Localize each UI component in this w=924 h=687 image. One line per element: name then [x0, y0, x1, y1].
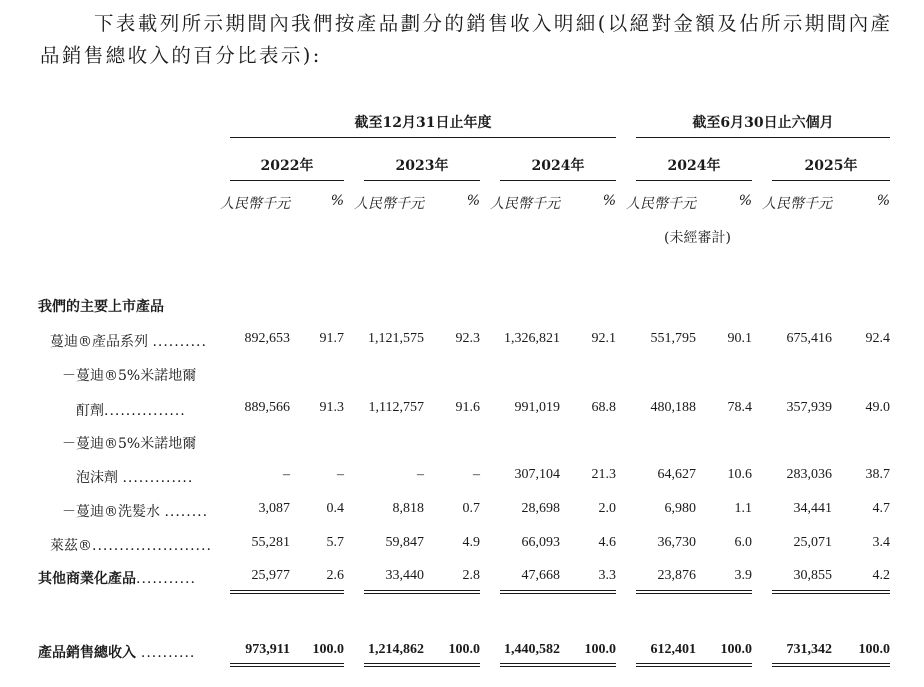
cell-value: 551,795	[650, 331, 696, 346]
cell-pct: 10.6	[727, 467, 752, 482]
cell-value: 23,876	[657, 568, 696, 583]
cell-pct: 4.9	[462, 535, 480, 550]
period-year-rule	[230, 137, 616, 138]
cell-value: 1,112,757	[368, 400, 424, 415]
cell-pct: 2.0	[598, 501, 616, 516]
row-leader-dots: ...............	[104, 403, 186, 419]
row-label	[50, 535, 212, 555]
unit-pct-2025-h1: %	[876, 193, 890, 209]
cell-value: 8,818	[392, 501, 424, 516]
period-header-year: 截至12月31日止年度	[354, 115, 492, 131]
cell-pct: 38.7	[865, 467, 890, 482]
cell-value: 55,281	[251, 535, 290, 550]
cell-value: 892,653	[244, 331, 290, 346]
cell-pct: 91.6	[455, 400, 480, 415]
year-rule-2023	[364, 180, 480, 181]
cell-value: 36,730	[657, 535, 696, 550]
cell-value: 889,566	[244, 400, 290, 415]
cell-value: 30,855	[793, 568, 832, 583]
cell-pct: 4.2	[872, 568, 890, 583]
unit-rmb-2023: 人民幣千元	[354, 196, 424, 212]
cell-value: –	[417, 467, 424, 482]
cell-pct: 3.4	[872, 535, 890, 550]
total-label-text: 產品銷售總收入	[38, 645, 136, 661]
cell-value: 357,939	[786, 400, 832, 415]
unit-rmb-2024-h1: 人民幣千元	[626, 196, 696, 212]
cell-pct: 4.7	[872, 501, 890, 516]
intro-paragraph: 下表載列所示期間內我們按產品劃分的銷售收入明細(以絕對金額及佔所示期間內產品銷售總收入的百分比表示):	[40, 12, 893, 67]
row-label	[38, 568, 196, 588]
total-double-rule	[636, 663, 752, 667]
row-label-text: －蔓迪®5%米諾地爾	[62, 368, 197, 384]
cell-value: 28,698	[521, 501, 560, 516]
section-title: 我們的主要上市產品	[38, 299, 164, 315]
row-leader-dots: ...........	[136, 571, 196, 587]
cell-pct: 1.1	[734, 501, 752, 516]
row-leader-dots: ........	[164, 504, 209, 520]
row-label	[62, 433, 196, 453]
cell-pct: 21.3	[591, 467, 616, 482]
cell-value: –	[283, 467, 290, 482]
total-double-rule	[772, 663, 890, 667]
row-leader-dots: ......................	[92, 538, 212, 554]
cell-pct: 5.7	[326, 535, 344, 550]
year-header-2024: 2024年	[531, 158, 585, 174]
row-label-text: 酊劑	[76, 403, 104, 419]
unit-pct-2022: %	[330, 193, 344, 209]
year-rule-2022	[230, 180, 344, 181]
unit-rmb-2024: 人民幣千元	[490, 196, 560, 212]
year-rule-2024-h1	[636, 180, 752, 181]
cell-pct: 3.9	[734, 568, 752, 583]
cell-value: 47,668	[521, 568, 560, 583]
row-label-text: －蔓迪®洗髮水	[62, 504, 160, 520]
total-double-rule	[500, 663, 616, 667]
row-label	[62, 501, 208, 521]
cell-pct: 92.4	[865, 331, 890, 346]
total-value: 973,911	[245, 642, 290, 657]
row-label-text: 萊茲®	[50, 538, 92, 554]
period-header-six-months: 截至6月30日止六個月	[692, 115, 834, 131]
year-header-2022: 2022年	[260, 158, 314, 174]
row-label	[62, 365, 196, 385]
cell-pct: 0.4	[326, 501, 344, 516]
row-label-text: 泡沫劑	[76, 470, 118, 486]
cell-value: 307,104	[514, 467, 560, 482]
cell-pct: 92.3	[455, 331, 480, 346]
cell-value: 6,980	[664, 501, 696, 516]
cell-value: 480,188	[650, 400, 696, 415]
cell-value: 3,087	[258, 501, 290, 516]
cell-value: 675,416	[786, 331, 832, 346]
row-leader-dots: ..........	[152, 334, 207, 350]
total-pct: 100.0	[448, 642, 480, 657]
cell-value: 1,326,821	[504, 331, 560, 346]
cell-pct: 92.1	[591, 331, 616, 346]
cell-pct: 68.8	[591, 400, 616, 415]
unit-rmb-2022: 人民幣千元	[220, 196, 290, 212]
cell-value: 991,019	[514, 400, 560, 415]
year-rule-2025-h1	[772, 180, 890, 181]
year-header-2023: 2023年	[395, 158, 449, 174]
cell-pct: 91.7	[319, 331, 344, 346]
row-leader-dots: .............	[122, 470, 194, 486]
total-pct: 100.0	[858, 642, 890, 657]
total-pct: 100.0	[720, 642, 752, 657]
total-pct: 100.0	[584, 642, 616, 657]
period-six-rule	[636, 137, 890, 138]
cell-value: 66,093	[521, 535, 560, 550]
year-header-2025-h1: 2025年	[804, 158, 858, 174]
total-pct: 100.0	[312, 642, 344, 657]
cell-value: 25,977	[251, 568, 290, 583]
cell-pct: 3.3	[598, 568, 616, 583]
cell-pct: 4.6	[598, 535, 616, 550]
cell-pct: 2.8	[462, 568, 480, 583]
total-value: 1,440,582	[504, 642, 560, 657]
cell-pct: 2.6	[326, 568, 344, 583]
cell-value: 33,440	[385, 568, 424, 583]
total-double-rule	[230, 663, 344, 667]
subtotal-double-rule	[636, 590, 752, 594]
cell-pct: 0.7	[462, 501, 480, 516]
cell-pct: 91.3	[319, 400, 344, 415]
row-label-text: 蔓迪®產品系列	[50, 334, 148, 350]
total-value: 1,214,862	[368, 642, 424, 657]
unit-pct-2023: %	[466, 193, 480, 209]
row-label	[76, 467, 193, 487]
cell-value: 25,071	[793, 535, 832, 550]
cell-value: 64,627	[657, 467, 696, 482]
subtotal-double-rule	[364, 590, 480, 594]
unaudited-note: (未經審計)	[664, 230, 731, 246]
row-label	[76, 400, 186, 420]
cell-pct: –	[473, 467, 480, 482]
unit-pct-2024-h1: %	[738, 193, 752, 209]
cell-value: 1,121,575	[368, 331, 424, 346]
total-value: 612,401	[650, 642, 696, 657]
cell-pct: 78.4	[727, 400, 752, 415]
cell-value: 34,441	[793, 501, 832, 516]
year-rule-2024	[500, 180, 616, 181]
row-label-text: －蔓迪®5%米諾地爾	[62, 436, 197, 452]
cell-pct: –	[337, 467, 344, 482]
row-label-text: 其他商業化產品	[38, 571, 136, 587]
cell-pct: 49.0	[865, 400, 890, 415]
total-label	[38, 642, 195, 662]
unit-rmb-2025-h1: 人民幣千元	[762, 196, 832, 212]
row-label	[50, 331, 207, 351]
year-header-2024-h1: 2024年	[667, 158, 721, 174]
subtotal-double-rule	[500, 590, 616, 594]
unit-pct-2024: %	[602, 193, 616, 209]
cell-value: 283,036	[786, 467, 832, 482]
subtotal-double-rule	[772, 590, 890, 594]
total-leader-dots: ..........	[140, 645, 196, 661]
cell-pct: 90.1	[727, 331, 752, 346]
subtotal-double-rule	[230, 590, 344, 594]
cell-pct: 6.0	[734, 535, 752, 550]
total-value: 731,342	[786, 642, 832, 657]
cell-value: 59,847	[385, 535, 424, 550]
total-double-rule	[364, 663, 480, 667]
